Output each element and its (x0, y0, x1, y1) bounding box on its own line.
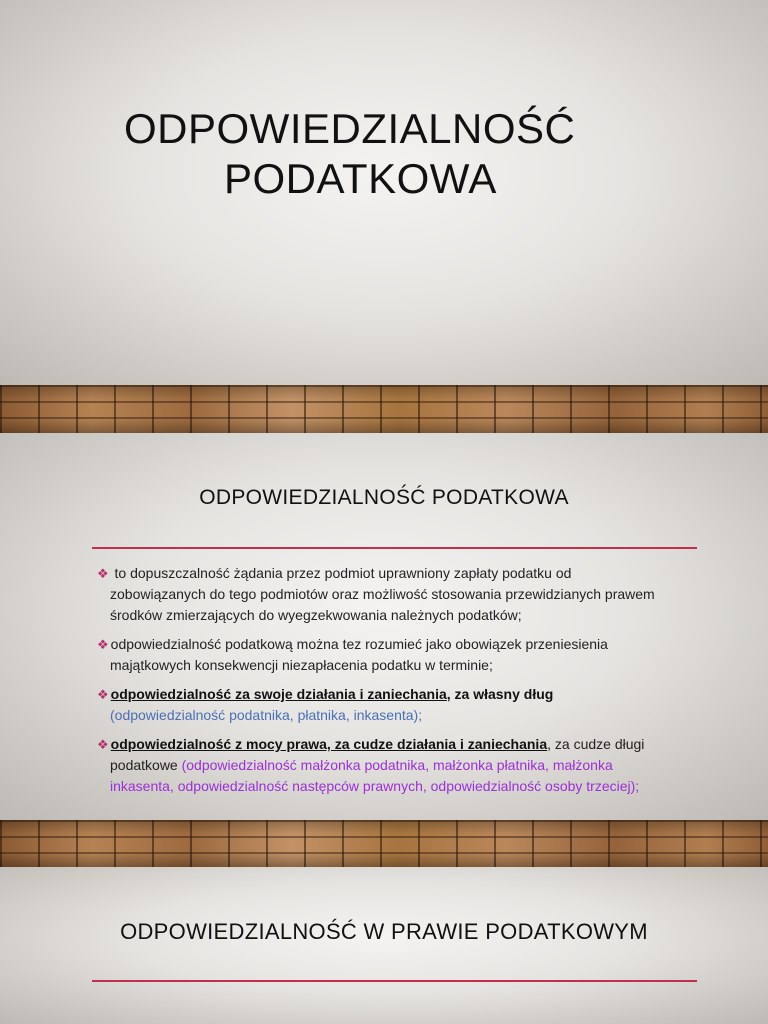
bullet-3-bold-underlined: odpowiedzialność za swoje działania i zaniechania (110, 686, 447, 702)
bullet-2-line-2: majątkowych konsekwencji niezapłacenia podatku w terminie; (110, 657, 493, 673)
bullet-2-line-1: odpowiedzialność podatkową można tez rozumieć jako obowiązek przeniesienia (110, 636, 608, 652)
list-item (97, 684, 697, 726)
bullet-diamond-icon: ❖ (97, 637, 109, 652)
bullet-diamond-icon: ❖ (97, 566, 109, 581)
bullet-3-bold-rest: , za własny dług (446, 686, 554, 702)
bullet-4-note-line-3: inkasenta, odpowiedzialność następców prawnych, odpowiedzialność osoby trzeciej); (110, 778, 640, 794)
wood-floor-divider (0, 820, 768, 867)
slide-2-title: ODPOWIEDZIALNOŚĆ PODATKOWA (199, 486, 569, 509)
slide-1-title-line1: ODPOWIEDZIALNOŚĆ (124, 105, 576, 152)
list-item (97, 563, 697, 626)
title-divider-rule (92, 980, 697, 982)
bullet-diamond-icon: ❖ (97, 687, 109, 702)
slide-1-title (124, 104, 575, 204)
bullet-4-note-line-2: (odpowiedzialność małżonka podatnika, małżonka płatnika, małżonka (181, 757, 613, 773)
slide-2 (0, 433, 768, 820)
bullet-4-line-2-start: podatkowe (110, 757, 182, 773)
bullet-1-line-1: to dopuszczalność żądania przez podmiot uprawniony zapłaty podatku od (110, 565, 572, 581)
wood-floor-divider (0, 385, 768, 433)
slide-3-title: ODPOWIEDZIALNOŚĆ W PRAWIE PODATKOWYM (120, 919, 648, 944)
slide-3 (0, 867, 768, 1024)
list-item (97, 634, 697, 676)
bullet-1-line-3: środków zmierzających do wyegzekwowania należnych podatków; (110, 607, 522, 623)
bullet-1-line-2: zobowiązanych do tego podmiotów oraz możliwość stosowania przewidzianych prawem (110, 586, 655, 602)
slide-1 (0, 0, 768, 385)
title-divider-rule (92, 547, 697, 549)
bullet-list (97, 563, 697, 805)
bullet-diamond-icon: ❖ (97, 737, 109, 752)
bullet-3-note: (odpowiedzialność podatnika, płatnika, inkasenta); (110, 707, 423, 723)
list-item (97, 734, 697, 797)
bullet-4-rest: , za cudze długi (547, 736, 645, 752)
bullet-4-bold-underlined: odpowiedzialność z mocy prawa, za cudze działania i zaniechania (110, 736, 548, 752)
slide-1-title-line2: PODATKOWA (224, 155, 497, 202)
